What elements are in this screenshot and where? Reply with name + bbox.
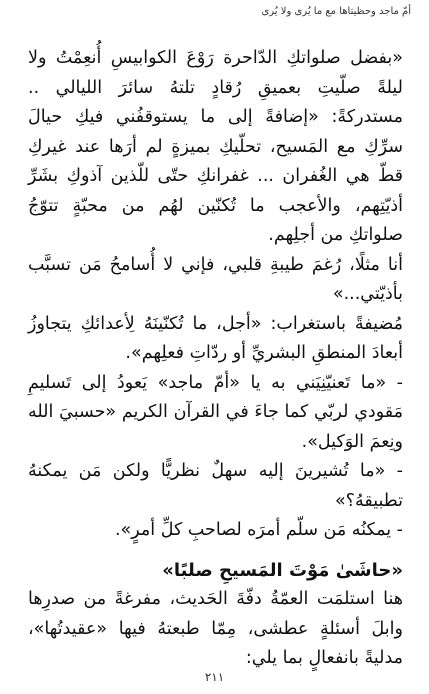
dialogue-line-2: - «ما تُشيرينَ إليه سهلٌ نظريًّا ولكن مَن يمكنهُ تطبيقهُ؟» — [28, 461, 403, 511]
paragraph-3: مُضيفةً باستغراب: «أجل، ما تُكنّينَهُ لِأعدائكِ يتجاوزُ أبعادَ المنطقِ البشريِّ أو ردّاتِ فعلِهم». — [28, 313, 403, 363]
section-heading: «حاشَىٰ مَوْتَ المَسيحِ صلبًا» — [162, 559, 403, 581]
dialogue-line-3: - يمكنُه مَن سلّم أمرَه لصاحبِ كلِّ أمرٍ». — [114, 520, 403, 540]
running-header: أمّ ماجد وحظيتاها مع ما يُرى ولا يُرى — [261, 6, 411, 17]
dialogue-line-1: - «ما تَعنيّنِيَني به يا «أمّ ماجد» يَعودُ إلى تَسليمِ مَقودي لربّي كما جاءَ في القرآن الكريم «حسبيَ الله ونِعمَ الوَكيل». — [28, 372, 403, 452]
paragraph-1: «بفضل صلواتكِ الدّاحرة رَوْعَ الكوابيسِ أُنعِمْتُ ولا ليلةً صلّيتِ بعميقِ رُقادٍ تلتهُ سائرَ الليالي .. مستدركةً: «إضافةً إلى ما يستوقفُني فيكِ حيالَ سرِّكِ مع المَسيح، تحلّيكِ بميزةٍ لم أرَها عند غيركِ قطّ هي الغُفران ... غفرانكِ حتّى للّذين آذوكِ بشَرِّ أذيّتِهم، والأعجب ما تُكنّين لهُم من محبّةٍ تتوّجُ صلواتكِ من أجلِهم. — [28, 48, 403, 245]
body-text — [28, 44, 403, 674]
paragraph-final: هنا استلمَت العمّةُ دفّةَ الحَديث، مفرغةً من صدرِها وابلَ أسئلةٍ عطشى، مِمّا طبعتهُ فيها «عقيدتُها»، مدليةً بانفعالٍ بما يلي: — [28, 589, 403, 668]
page-number: ٢١١ — [204, 670, 225, 684]
paragraph-2: أنا مثلًا، رُغمَ طيبةِ قلبي، فإني لا أُسامحُ مَن تسبَّب بأذيّتي...» — [28, 254, 403, 304]
